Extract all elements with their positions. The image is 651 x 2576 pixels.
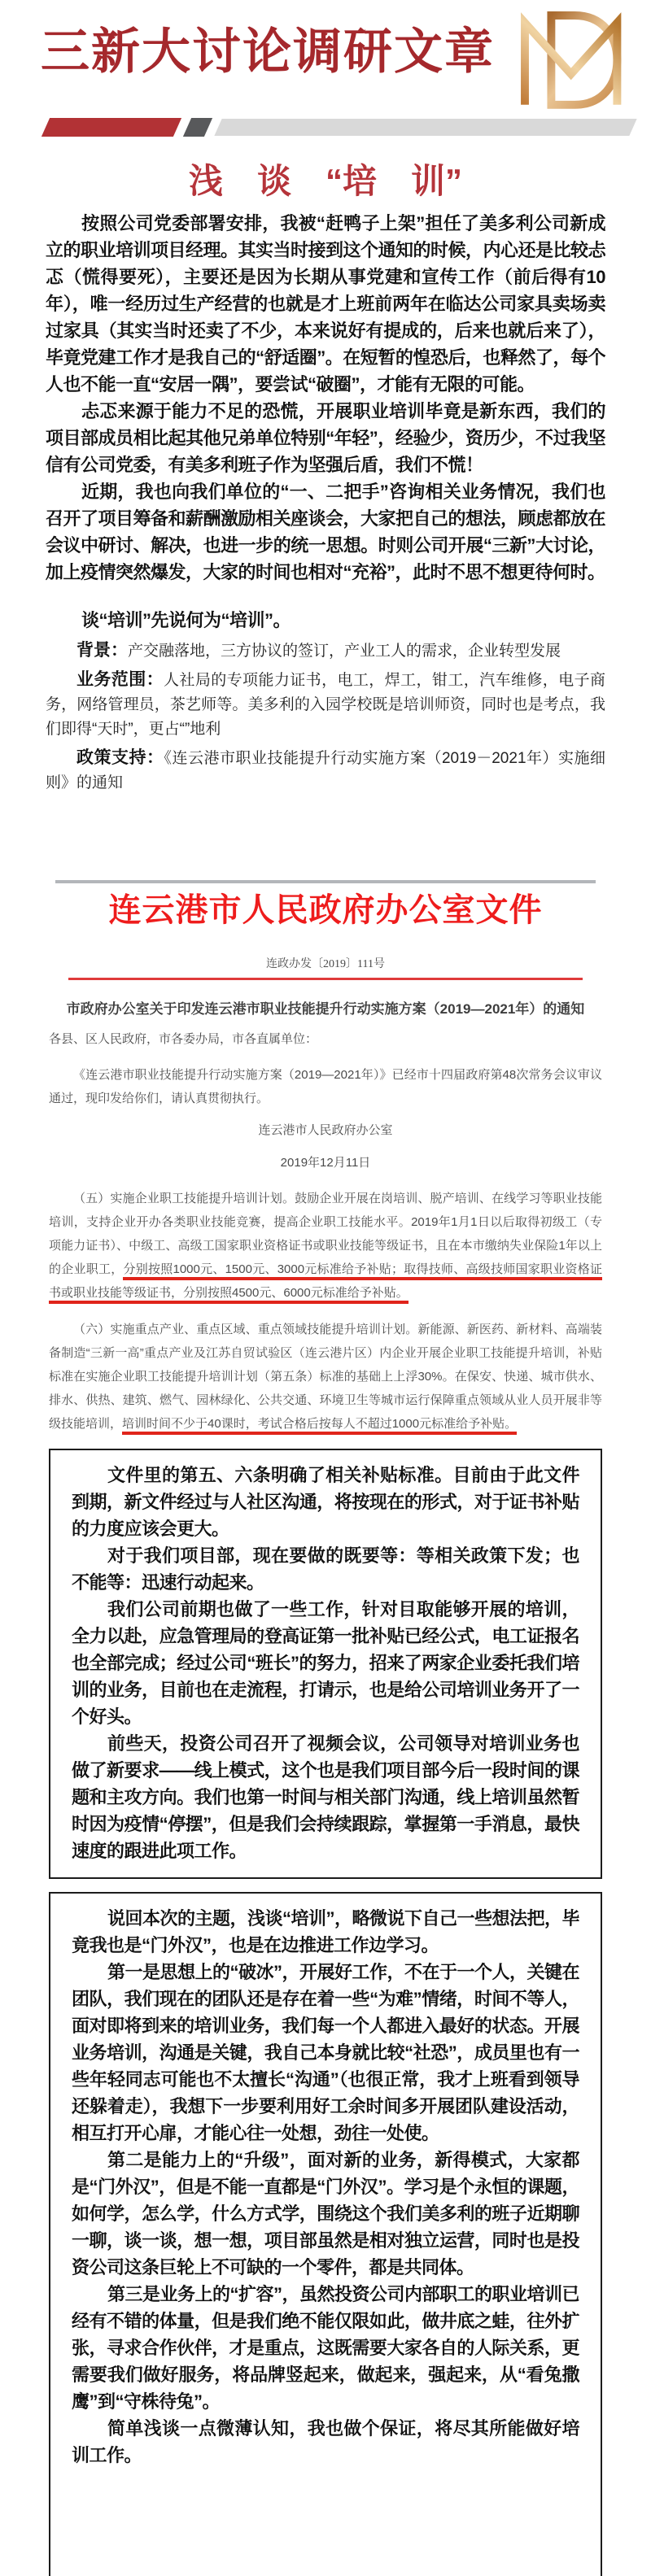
- mdm-logo-icon: [508, 8, 644, 111]
- gov-salutation: 各县、区人民政府，市各委办局，市各直属单位：: [49, 1032, 318, 1046]
- article-paragraph: 忐忑来源于能力不足的恐慌，开展职业培训毕竟是新东西，我们的项目部成员相比起其他兄弟单位特别“年轻”，经验少，资历少，不过我坚信有公司党委，有美多利班子作为坚强后盾，我们不慌！: [46, 401, 605, 475]
- comment-box-1: [49, 1449, 602, 1879]
- article-paragraph: 近期，我也向我们单位的“一、二把手”咨询相关业务情况，我们也召开了项目筹备和薪酬激励相关座谈会，大家把自己的想法，顾虑都放在会议中研讨、解决，也进一步的统一思想。时则公司开展“三新”大讨论，加上疫情突然爆发，大家的时间也相对“充裕”，此时不思不想更待何时。: [46, 482, 606, 582]
- comment-paragraph: 第三是业务上的“扩容”，虽然投资公司内部职工的职业培训已经有不错的体量，但是我们绝不能仅限如此，做井底之蛙，往外扩张，寻求合作伙伴，才是重点，这既需要大家各自的人际关系，更需要我们做好服务，将品牌竖起来，做起来，强起来，从“看兔撒鹰”到“守株待兔”。: [72, 2284, 580, 2412]
- article-body: [46, 210, 605, 586]
- article-paragraph: 按照公司党委部署安排，我被“赶鸭子上架”担任了美多利公司新成立的职业培训项目经理。其实当时接到这个通知的时候，内心还是比较忐忑（慌得要死），主要还是因为长期从事党建和宣传工作（前后得有10年），唯一经历过生产经营的也就是才上班前两年在临达公司家具卖场卖过家具（其实当时还卖了不少，本来说好有提成的，后来也就后来了），毕竟党建工作才是我自己的“舒适圈”。在短暂的惶恐后，也释然了，每个人也不能一直“安居一隅”，要尝试“破圈”，才能有无限的可能。: [46, 213, 606, 394]
- fact-background-text: 产交融落地，三方协议的签订，产业工人的需求，企业转型发展: [128, 643, 561, 660]
- comment-paragraph: 说回本次的主题，浅谈“培训”，略微说下自己一些想法把，毕竟我也是“门外汉”，也是在边推进工作边学习。: [72, 1908, 580, 1955]
- gov-issuer: 连云港市人民政府办公室: [258, 1123, 393, 1137]
- fact-business-scope-label: 业务范围：: [76, 670, 164, 689]
- gov-doc-top-divider: [55, 880, 596, 883]
- decorative-bar-red: [42, 118, 181, 137]
- gov-item-6-highlight: 培训时间不少于40课时，考试合格后按每人不超过1000元标准给予补贴。: [122, 1417, 517, 1435]
- fact-background: [46, 639, 605, 664]
- gov-item-6: [49, 1318, 602, 1436]
- gov-item-5-highlight: 分别按照1000元、1500元、3000元标准给予补贴；取得技师、高级技师国家职业资格证书或职业技能等级证书，分别按照4500元、6000元标准给予补贴。: [49, 1262, 602, 1304]
- government-document: [49, 880, 602, 1436]
- fact-policy-support-label: 政策支持：: [76, 748, 164, 767]
- comment-paragraph: 文件里的第五、六条明确了相关补贴标准。目前由于此文件到期，新文件经过与人社区沟通，将按现在的形式，对于证书补贴的力度应该会更大。: [72, 1465, 579, 1539]
- fact-background-label: 背景：: [76, 641, 128, 660]
- comment-paragraph: 对于我们项目部，现在要做的既要等：等相关政策下发；也不能等：迅速行动起来。: [72, 1545, 579, 1593]
- decorative-bar: [46, 117, 633, 137]
- masthead-title: 三新大讨论调研文章: [41, 24, 495, 79]
- gov-doc-red-divider: [68, 978, 583, 980]
- fact-policy-support-text: 《连云港市职业技能提升行动实施方案（2019－2021年）实施细则》的通知: [46, 750, 605, 791]
- gov-notice-title: 市政府办公室关于印发连云港市职业技能提升行动实施方案（2019—2021年）的通知: [66, 1001, 585, 1017]
- article-title: 浅 谈 “培 训”: [188, 162, 462, 200]
- comment-paragraph: 第一是思想上的“破冰”，开展好工作，不在于一个人，关键在团队，我们现在的团队还是存在着一些“为难”情绪，时间不等人，面对即将到来的培训业务，我们每一个人都进入最好的状态。开展业务培训，沟通是关键，我自己本身就比较“社恐”，成员里也有一些年轻同志可能也不太擅长“沟通”（也很正常，我才上班看到领导还躲着走），我想下一步要利用好工余时间多开展团队建设活动，相互打开心扉，才能心往一处想，劲往一处使。: [72, 1962, 580, 2143]
- masthead: [0, 0, 651, 104]
- decorative-bar-dark-gray: [183, 118, 212, 137]
- comment-paragraph: 前些天，投资公司召开了视频会议，公司领导对培训业务也做了新要求——线上模式，这个也是我们项目部今后一段时间的课题和主攻方向。我们也第一时间与相关部门沟通，线上培训虽然暂时因为疫情“停摆”，但是我们会持续跟踪，掌握第一手消息，最快速度的跟进此项工作。: [72, 1733, 579, 1861]
- gov-body-paragraph: 《连云港市职业技能提升行动实施方案（2019—2021年）》已经市十四届政府第48次常务会议审议通过，现印发给你们，请认真贯彻执行。: [49, 1068, 602, 1105]
- gov-item-6-text: （六）实施重点产业、重点区域、重点领域技能提升培训计划。新能源、新医药、新材料、高端装备制造“三新一高”重点产业及江苏自贸试验区（连云港片区）内企业开展企业职工技能提升培训，补贴标准在实施企业职工技能提升培训计划（第五条）标准的基础上上浮30%。在保安、快递、城市供水、排水、供热、建筑、燃气、园林绿化、公共交通、环境卫生等城市运行保障重点领域从业人员开展非等级技能培训，: [49, 1323, 602, 1431]
- article-section-heading: 谈“培训”先说何为“培训”。: [81, 610, 291, 630]
- fact-business-scope-text: 人社局的专项能力证书，电工，焊工，钳工，汽车维修，电子商务，网络管理员，茶艺师等。美多利的入园学校既是培训师资，同时也是考点，我们即得“天时”，更占“”地利: [46, 672, 605, 738]
- comment-box-2: [49, 1892, 602, 2576]
- gov-item-5: [49, 1187, 602, 1305]
- fact-policy-support: [46, 746, 605, 795]
- fact-business-scope: [46, 668, 605, 742]
- comment-paragraph: 我们公司前期也做了一些工作，针对目取能够开展的培训，全力以赴，应急管理局的登高证第一批补贴已经公式，电工证报名也全部完成；经过公司“班长”的努力，招来了两家企业委托我们培训的业务，目前也在走流程，打请示，也是给公司培训业务开了一个好头。: [72, 1599, 579, 1727]
- gov-item-5-text: （五）实施企业职工技能提升培训计划。鼓励企业开展在岗培训、脱产培训、在线学习等职业技能培训，支持企业开办各类职业技能竞赛，提高企业职工技能水平。2019年1月1日以后取得初级工（专项能力证书）、中级工、高级工国家职业资格证书或职业技能等级证书，且在本市缴纳失业保险1年以上的企业职工，: [49, 1192, 602, 1276]
- gov-doc-title: 连云港市人民政府办公室文件: [108, 891, 543, 928]
- decorative-bar-light-gray: [214, 119, 636, 136]
- comment-paragraph: 第二是能力上的“升级”，面对新的业务，新得模式，大家都是“门外汉”，但是不能一直都是“门外汉”。学习是个永恒的课题，如何学，怎么学，什么方式学，围绕这个我们美多利的班子近期聊一聊，谈一谈，想一想，项目部虽然是相对独立运营，同时也是投资公司这条巨轮上不可缺的一个零件，都是共同体。: [72, 2150, 579, 2277]
- comment-paragraph: 简单浅谈一点微薄认知，我也做个保证，将尽其所能做好培训工作。: [72, 2418, 579, 2465]
- facts-list: [46, 639, 605, 795]
- gov-date: 2019年12月11日: [280, 1156, 371, 1170]
- gov-doc-number: 连政办发〔2019〕111号: [266, 958, 385, 970]
